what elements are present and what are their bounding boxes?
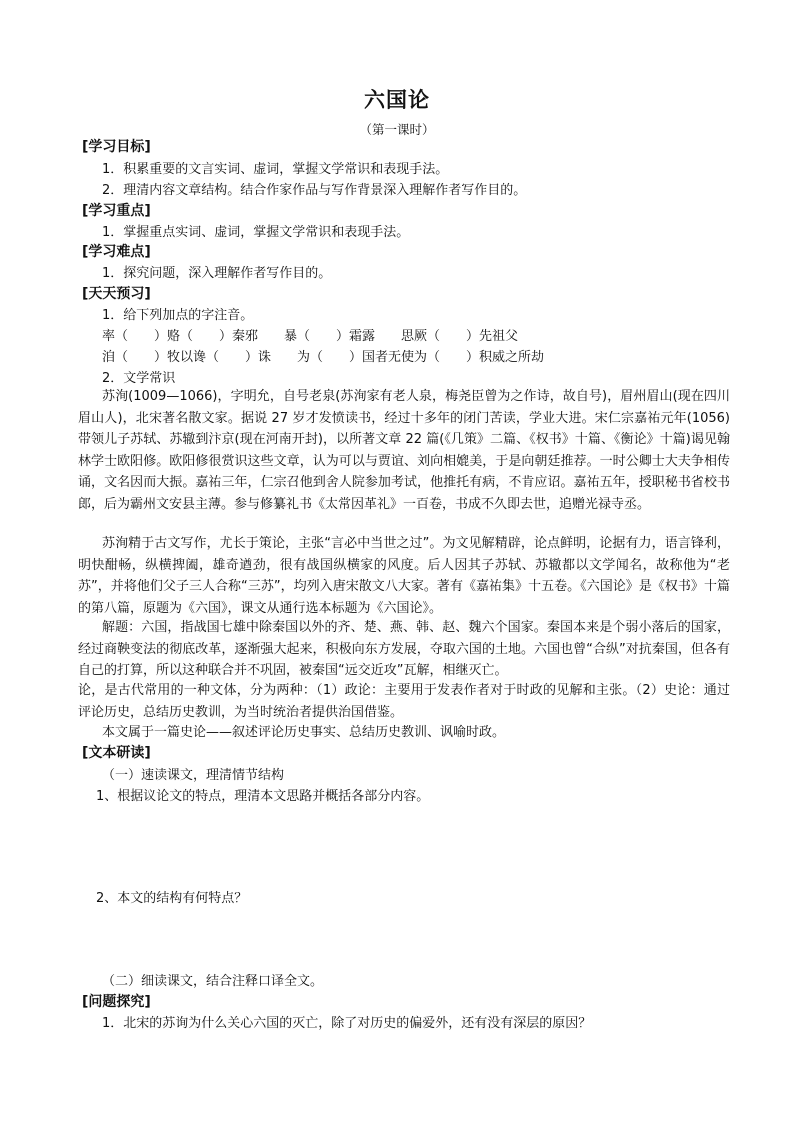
- difficulty-heading: [学习难点]: [82, 244, 151, 260]
- preview-task-1: 1．给下列加点的字注音。: [102, 308, 254, 323]
- title-explanation-paragraph: 解题：六国，指战国七雄中除秦国以外的齐、楚、燕、韩、赵、魏六个国家。秦国本来是个弱小落后的国家，经过商鞅变法的彻底改革，逐渐强大起来，积极向东方发展，夺取六国的土地。六国也曾“合纵”对抗秦国，但各有自己的打算，所以这种联合并不巩固，被秦国“远交近攻”瓦解，相继灭亡。: [78, 620, 730, 678]
- lun-genre-paragraph: 论，是古代常用的一种文体，分为两种：（1）政论：主要用于发表作者对于时政的见解和主张。（2）史论：通过评论历史，总结历史教训，为当时统治者提供治国借鉴。: [78, 683, 730, 720]
- reading-part-1: （一）速读课文，理清情节结构: [102, 768, 285, 783]
- author-bio-paragraph-2: 苏洵精于古文写作，尤长于策论，主张“言必中当世之过”。为文见解精辟，论点鲜明，论据有力，语言锋利，明快酣畅，纵横捭阖，雄奇遒劲，很有战国纵横家的风度。后人因其子苏轼、苏辙都以文学闻名，故称他为“老苏”，并将他们父子三人合称“三苏”，均列入唐宋散文八大家。著有《嘉祐集》十五卷。《六国论》是《权书》十篇的第八篇，原题为《六国》，课文从通行选本标题为《六国论》。: [78, 536, 730, 616]
- focus-heading: [学习重点]: [82, 203, 151, 219]
- page-title: 六国论: [364, 88, 430, 112]
- reading-part-2: （二）细读课文，结合注释口译全文。: [102, 974, 324, 989]
- goals-item-1: 1．积累重要的文言实词、虚词，掌握文学常识和表现手法。: [102, 162, 449, 177]
- preview-task-2: 2．文学常识: [102, 371, 176, 386]
- reading-heading: [文本研读]: [82, 745, 151, 761]
- reading-question-2: 2、本文的结构有何特点？: [96, 891, 248, 906]
- pronunciation-row-2: 洎（ ）牧以谗（ ）诛 为（ ）国者无使为（ ）积威之所劫: [102, 350, 545, 365]
- focus-item-1: 1．掌握重点实词、虚词，掌握文学常识和表现手法。: [102, 225, 410, 240]
- author-bio-paragraph-1: 苏洵(1009—1066)，字明允，自号老泉(苏洵家有老人泉，梅尧臣曾为之作诗，故自号)，眉州眉山(现在四川眉山人)，北宋著名散文家。据说 27 岁才发愤读书，经过十多年的闭门苦读，学业大进。宋仁宗嘉祐元年(1056)带领儿子苏轼、苏辙到汴京(现在河南开封)，以所著文章 22 篇(《几策》二篇、《权书》十篇、《衡论》十篇)谒见翰林学士欧阳修。欧阳修很赏识这些文章，认为可以与贾谊、刘向相媲美，于是向朝廷推荐。一时公卿士大夫争相传诵，文名因而大振。嘉祐三年，仁宗召他到舍人院参加考试，他推托有病，不肯应诏。嘉祐五年，授职秘书省校书郎，后为霸州文安县主薄。参与修纂礼书《太常因革礼》一百卷，书成不久即去世，追赠光禄寺丞。: [78, 389, 730, 512]
- goals-item-2: 2．理清内容文章结构。结合作家作品与写作背景深入理解作者写作目的。: [102, 183, 527, 198]
- reading-question-1: 1、根据议论文的特点，理清本文思路并概括各部分内容。: [96, 789, 430, 804]
- preview-heading: [天天预习]: [82, 286, 151, 302]
- difficulty-item-1: 1．探究问题，深入理解作者写作目的。: [102, 266, 332, 281]
- text-genre-note: 本文属于一篇史论——叙述评论历史事实、总结历史教训、讽喻时政。: [102, 725, 506, 740]
- explore-heading: [问题探究]: [82, 994, 151, 1010]
- page-subtitle: （第一课时）: [359, 122, 435, 137]
- explore-question-1: 1．北宋的苏询为什么关心六国的灭亡，除了对历史的偏爱外，还有没有深层的原因？: [102, 1016, 592, 1031]
- pronunciation-row-1: 率（ ）赂（ ）秦邪 暴（ ）霜露 思厥（ ）先祖父: [102, 329, 519, 344]
- goals-heading: [学习目标]: [82, 139, 151, 155]
